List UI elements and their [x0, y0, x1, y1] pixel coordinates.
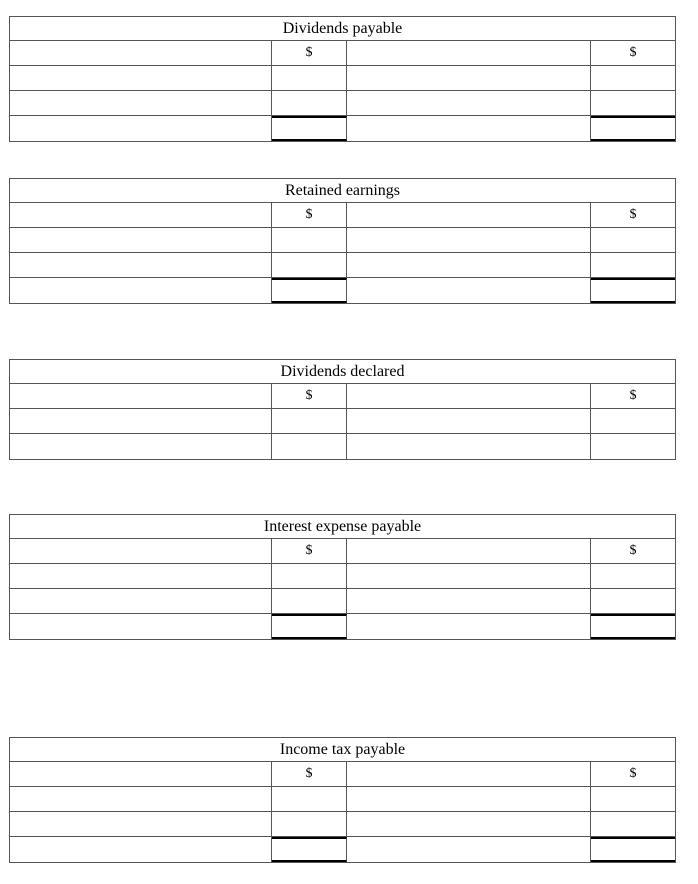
table-row: [10, 253, 675, 278]
table-row: [10, 812, 675, 837]
credit-description-cell[interactable]: [347, 539, 591, 563]
table-row: [10, 228, 675, 253]
account-title: Income tax payable: [10, 738, 675, 762]
table-row: [10, 41, 675, 66]
credit-amount-cell[interactable]: $: [629, 45, 637, 60]
debit-description-cell[interactable]: [10, 812, 272, 836]
t-account-dividends-declared: [9, 359, 676, 460]
debit-amount-cell[interactable]: [272, 787, 347, 811]
debit-amount-cell[interactable]: [272, 66, 347, 90]
debit-description-cell[interactable]: [10, 564, 272, 588]
debit-description-cell[interactable]: [10, 409, 272, 433]
credit-total-cell[interactable]: [591, 837, 675, 862]
t-account-dividends-payable: [9, 16, 676, 142]
debit-description-cell[interactable]: [10, 787, 272, 811]
total-row: [10, 614, 675, 639]
table-row: [10, 539, 675, 564]
debit-amount-cell[interactable]: [272, 253, 347, 277]
debit-description-cell[interactable]: [10, 278, 272, 303]
t-account-interest-expense-payable: [9, 514, 676, 640]
debit-description-cell[interactable]: [10, 41, 272, 65]
debit-description-cell[interactable]: [10, 253, 272, 277]
table-row: [10, 589, 675, 614]
debit-amount-cell[interactable]: [272, 434, 347, 459]
t-account-retained-earnings: [9, 178, 676, 304]
credit-amount-cell[interactable]: $: [629, 543, 637, 558]
debit-amount-cell[interactable]: $: [272, 203, 347, 227]
credit-description-cell[interactable]: [347, 91, 591, 115]
debit-description-cell[interactable]: [10, 614, 272, 639]
total-row: [10, 278, 675, 303]
credit-description-cell[interactable]: [347, 837, 591, 862]
debit-description-cell[interactable]: [10, 66, 272, 90]
debit-amount-cell[interactable]: $: [272, 384, 347, 408]
debit-amount-cell[interactable]: [272, 589, 347, 613]
credit-description-cell[interactable]: [347, 812, 591, 836]
debit-description-cell[interactable]: [10, 203, 272, 227]
debit-description-cell[interactable]: [10, 91, 272, 115]
credit-amount-cell[interactable]: $: [629, 766, 637, 781]
debit-total-cell[interactable]: [272, 837, 347, 862]
credit-amount-cell[interactable]: [591, 409, 675, 433]
table-row: [10, 203, 675, 228]
credit-description-cell[interactable]: [347, 66, 591, 90]
credit-description-cell[interactable]: [347, 564, 591, 588]
credit-amount-cell[interactable]: [591, 434, 675, 459]
debit-description-cell[interactable]: [10, 116, 272, 141]
debit-description-cell[interactable]: [10, 539, 272, 563]
debit-amount-cell[interactable]: $: [272, 762, 347, 786]
credit-description-cell[interactable]: [347, 228, 591, 252]
debit-amount-cell[interactable]: $: [272, 539, 347, 563]
credit-amount-cell[interactable]: [591, 66, 675, 90]
credit-amount-cell[interactable]: [591, 564, 675, 588]
debit-amount-cell[interactable]: [272, 564, 347, 588]
table-row: [10, 762, 675, 787]
debit-amount-cell[interactable]: $: [272, 41, 347, 65]
credit-description-cell[interactable]: [347, 434, 591, 459]
table-row: [10, 787, 675, 812]
credit-description-cell[interactable]: [347, 278, 591, 303]
credit-amount-cell[interactable]: $: [629, 207, 637, 222]
account-title: Retained earnings: [10, 179, 675, 203]
credit-amount-cell[interactable]: [591, 589, 675, 613]
credit-total-cell[interactable]: [591, 614, 675, 639]
credit-total-cell[interactable]: [591, 116, 675, 141]
credit-description-cell[interactable]: [347, 589, 591, 613]
debit-description-cell[interactable]: [10, 384, 272, 408]
debit-amount-cell[interactable]: [272, 812, 347, 836]
debit-description-cell[interactable]: [10, 762, 272, 786]
account-title: Dividends declared: [10, 360, 675, 384]
credit-description-cell[interactable]: [347, 384, 591, 408]
credit-description-cell[interactable]: [347, 787, 591, 811]
table-row: [10, 564, 675, 589]
credit-amount-cell[interactable]: [591, 812, 675, 836]
credit-description-cell[interactable]: [347, 41, 591, 65]
credit-amount-cell[interactable]: $: [629, 388, 637, 403]
credit-amount-cell[interactable]: [591, 228, 675, 252]
total-row: [10, 837, 675, 862]
credit-amount-cell[interactable]: [591, 253, 675, 277]
debit-description-cell[interactable]: [10, 589, 272, 613]
table-row: [10, 384, 675, 409]
table-row: [10, 91, 675, 116]
debit-amount-cell[interactable]: [272, 409, 347, 433]
account-title: Dividends payable: [10, 17, 675, 41]
credit-amount-cell[interactable]: [591, 91, 675, 115]
t-account-income-tax-payable: [9, 737, 676, 863]
credit-description-cell[interactable]: [347, 203, 591, 227]
debit-total-cell[interactable]: [272, 278, 347, 303]
credit-description-cell[interactable]: [347, 116, 591, 141]
credit-amount-cell[interactable]: [591, 787, 675, 811]
credit-total-cell[interactable]: [591, 278, 675, 303]
credit-description-cell[interactable]: [347, 409, 591, 433]
table-row: [10, 409, 675, 434]
credit-description-cell[interactable]: [347, 762, 591, 786]
credit-description-cell[interactable]: [347, 253, 591, 277]
credit-description-cell[interactable]: [347, 614, 591, 639]
account-title: Interest expense payable: [10, 515, 675, 539]
debit-description-cell[interactable]: [10, 837, 272, 862]
table-row: [10, 66, 675, 91]
debit-total-cell[interactable]: [272, 116, 347, 141]
debit-amount-cell[interactable]: [272, 228, 347, 252]
table-row: [10, 434, 675, 459]
debit-description-cell[interactable]: [10, 228, 272, 252]
debit-amount-cell[interactable]: [272, 91, 347, 115]
total-row: [10, 116, 675, 141]
debit-total-cell[interactable]: [272, 614, 347, 639]
debit-description-cell[interactable]: [10, 434, 272, 459]
